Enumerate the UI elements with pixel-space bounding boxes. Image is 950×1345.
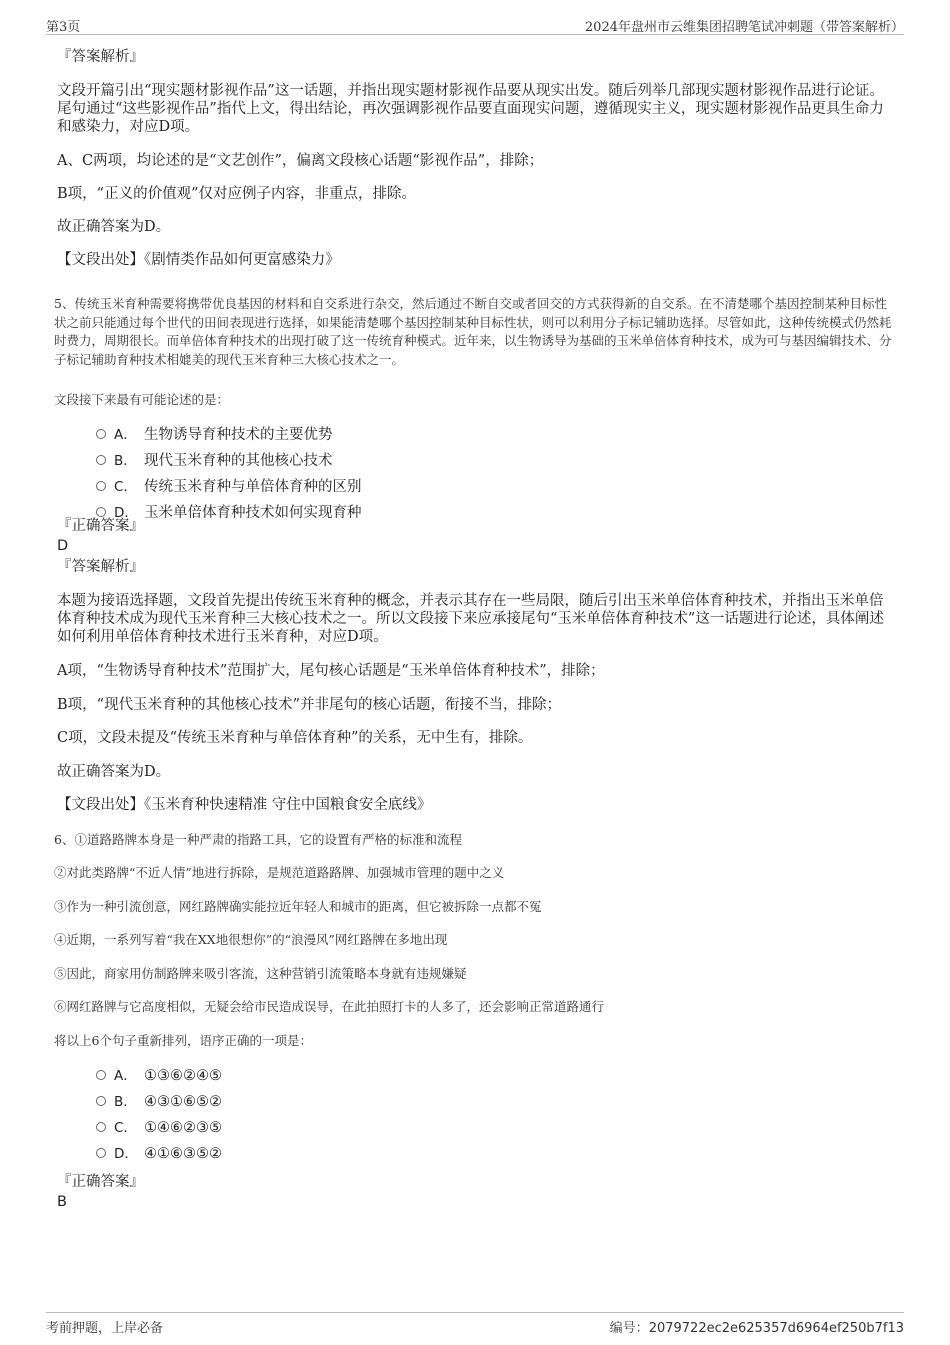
- q6-sentence-5: ⑤因此，商家用仿制路牌来吸引客流，这种营销引流策略本身就有违规嫌疑: [54, 966, 467, 981]
- q5-elimination-c: C项，文段未提及“传统玉米育种与单倍体育种”的关系，无中生有，排除。: [57, 730, 533, 746]
- q6-option-c[interactable]: [96, 1119, 222, 1137]
- option-letter: D．: [114, 505, 138, 521]
- q6-question: 将以上6个句子重新排列，语序正确的一项是：: [54, 1033, 312, 1048]
- q5-answer: D: [57, 538, 69, 554]
- footer-code-label: 编号：: [609, 1321, 649, 1336]
- q4-elimination-b: B项，“正义的价值观”仅对应例子内容，非重点，排除。: [57, 186, 416, 202]
- q6-sentence-3: ③作为一种引流创意，网红路牌确实能拉近年轻人和城市的距离，但它被拆除一点都不冤: [54, 899, 542, 914]
- option-letter: A．: [114, 1068, 137, 1084]
- q6-option-d[interactable]: [96, 1145, 222, 1163]
- q5-conclusion: 故正确答案为D。: [57, 764, 171, 780]
- q6-answer: B: [57, 1194, 67, 1210]
- q5-option-b[interactable]: [96, 452, 333, 470]
- option-letter: C．: [114, 1120, 137, 1136]
- q6-sentence-6: ⑥网红路牌与它高度相似，无疑会给市民造成误导，在此拍照打卡的人多了，还会影响正常道路通行: [54, 999, 605, 1014]
- q5-analysis-label: 『答案解析』: [57, 559, 144, 575]
- q6-answer-label: 『正确答案』: [57, 1174, 144, 1190]
- option-text: ④③①⑥⑤②: [144, 1094, 222, 1110]
- q5-elimination-b: B项，“现代玉米育种的其他核心技术”并非尾句的核心话题，衔接不当，排除；: [57, 697, 561, 713]
- q5-question: 文段接下来最有可能论述的是：: [54, 392, 230, 407]
- option-text: 生物诱导育种技术的主要优势: [144, 427, 333, 443]
- page-header: [46, 14, 904, 35]
- option-letter: C．: [114, 479, 137, 495]
- q5-option-c[interactable]: [96, 478, 362, 496]
- q5-option-a[interactable]: [96, 426, 333, 444]
- q6-sentence-2: ②对此类路牌“不近人情”地进行拆除，是规范道路路牌、加强城市管理的题中之义: [54, 865, 505, 880]
- q4-analysis-label: 『答案解析』: [57, 49, 144, 65]
- page-number: 第3页: [46, 20, 81, 35]
- q5-elimination-a: A项，“生物诱导育种技术”范围扩大，尾句核心话题是“玉米单倍体育种技术”，排除；: [57, 663, 605, 679]
- option-text: 传统玉米育种与单倍体育种的区别: [144, 479, 362, 495]
- document-title: 2024年盘州市云维集团招聘笔试冲刺题（带答案解析）: [584, 20, 904, 35]
- q6-sentence-4: ④近期，一系列写着“我在XX地很想你”的“浪漫风”网红路牌在多地出现: [54, 932, 448, 947]
- radio-icon[interactable]: [96, 455, 106, 465]
- radio-icon[interactable]: [96, 1096, 106, 1106]
- option-text: ①③⑥②④⑤: [144, 1068, 222, 1084]
- option-text: ①④⑥②③⑤: [144, 1120, 222, 1136]
- radio-icon[interactable]: [96, 507, 106, 517]
- radio-icon[interactable]: [96, 481, 106, 491]
- option-letter: B．: [114, 453, 137, 469]
- radio-icon[interactable]: [96, 1122, 106, 1132]
- q4-elimination-ac: A、C两项，均论述的是“文艺创作”，偏离文段核心话题“影视作品”，排除；: [57, 153, 544, 169]
- radio-icon[interactable]: [96, 1148, 106, 1158]
- option-text: ④①⑥③⑤②: [144, 1146, 222, 1162]
- radio-icon[interactable]: [96, 429, 106, 439]
- q5-source: 【文段出处】《玉米育种快速精准 守住中国粮食安全底线》: [57, 797, 432, 813]
- q6-sentence-1: 6、①道路路牌本身是一种严肃的指路工具，它的设置有严格的标准和流程: [54, 832, 462, 847]
- footer-slogan: 考前押题，上岸必备: [46, 1321, 164, 1336]
- q4-analysis-text: 文段开篇引出“现实题材影视作品”这一话题，并指出现实题材影视作品要从现实出发。随后列举几部现实题材影视作品进行论证。尾句通过“这些影视作品”指代上文，得出结论，再次强调影视作品要直面现实问题，遵循现实主义，现实题材影视作品更具生命力和感染力，对应D项。: [57, 83, 884, 135]
- q5-analysis-text: 本题为接语选择题，文段首先提出传统玉米育种的概念，并表示其存在一些局限，随后引出玉米单倍体育种技术，并指出玉米单倍体育种技术成为现代玉米育种三大核心技术之一。所以文段接下来应承接尾句“玉米单倍体育种技术”这一话题进行论述，具体阐述如何利用单倍体育种技术进行玉米育种，对应D项。: [57, 593, 884, 645]
- option-letter: A．: [114, 427, 137, 443]
- footer-code-value: 2079722ec2e625357d6964ef250b7f13: [648, 1321, 904, 1336]
- option-text: 玉米单倍体育种技术如何实现育种: [144, 505, 362, 521]
- footer-code: [610, 1317, 904, 1336]
- q4-conclusion: 故正确答案为D。: [57, 219, 171, 235]
- q4-source: 【文段出处】《剧情类作品如何更富感染力》: [57, 252, 340, 268]
- page-footer: [46, 1312, 904, 1336]
- q5-stem: 5、传统玉米育种需要将携带优良基因的材料和自交系进行杂交，然后通过不断自交或者回交的方式获得新的自交系。在不清楚哪个基因控制某种目标性状之前只能通过每个世代的田间表现进行选择，如果能清楚哪个基因控制某种目标性状，则可以利用分子标记辅助选择。尽管如此，这种传统模式仍然耗时费力，周期很长。而单倍体育种技术的出现打破了这一传统育种模式。近年来，以生物诱导为基础的玉米单倍体育种技术，成为可与基因编辑技术、分子标记辅助育种技术相媲美的现代玉米育种三大核心技术之一。: [54, 296, 892, 367]
- radio-icon[interactable]: [96, 1070, 106, 1080]
- q6-option-a[interactable]: [96, 1067, 222, 1085]
- option-letter: B．: [114, 1094, 137, 1110]
- q6-option-b[interactable]: [96, 1093, 222, 1111]
- q5-answer-label: 『正确答案』: [57, 518, 144, 534]
- option-text: 现代玉米育种的其他核心技术: [144, 453, 333, 469]
- option-letter: D．: [114, 1146, 138, 1162]
